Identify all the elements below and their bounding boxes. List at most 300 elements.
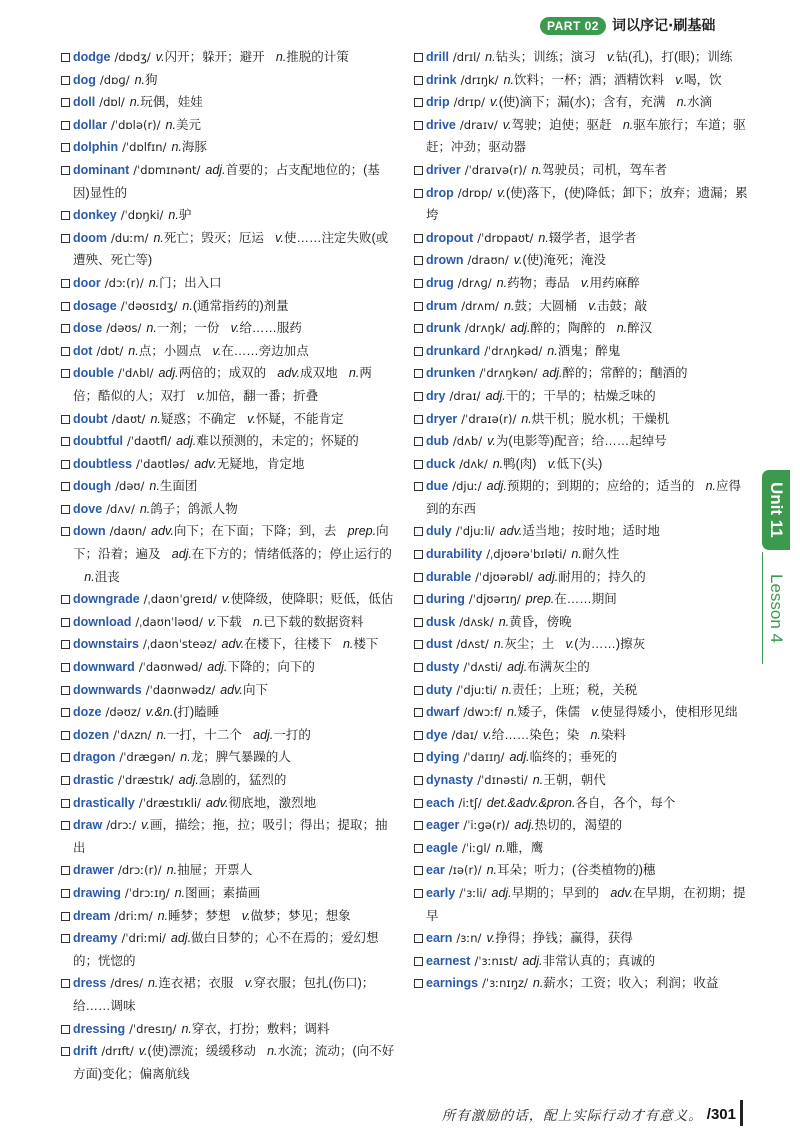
checkbox-icon <box>61 234 70 243</box>
entry-part-of-speech: n. <box>180 750 191 765</box>
entry-word: drunken <box>426 366 476 381</box>
checkbox-icon <box>61 460 70 469</box>
vocab-entry <box>413 792 749 815</box>
vocab-entry <box>413 588 749 611</box>
entry-word: dressing <box>73 1021 126 1036</box>
entry-word: dropout <box>426 230 474 245</box>
checkbox-icon <box>61 708 70 717</box>
vocab-entry <box>413 814 749 837</box>
checkbox-icon <box>61 211 70 220</box>
entry-definition: 王朝，朝代 <box>543 773 606 787</box>
entry-word: downwards <box>73 682 142 697</box>
page-footer <box>442 1102 736 1126</box>
entry-definition: 低下(头) <box>556 456 603 471</box>
entry-word: drastically <box>73 795 135 810</box>
vocab-entry <box>60 69 396 92</box>
entry-definition: 布满灰尘的 <box>527 660 590 675</box>
entry-definition: 在楼下，往楼下 <box>244 637 332 652</box>
vocab-entry <box>60 46 396 69</box>
entry-phonetic: /drɔː/ <box>106 818 137 833</box>
entry-word: dynasty <box>426 773 474 787</box>
entry-definition: 黄昏，傍晚 <box>509 614 572 629</box>
entry-part-of-speech: v. <box>138 1044 148 1059</box>
entry-phonetic: /ˈdʌbl/ <box>117 366 154 381</box>
entry-word: door <box>73 275 101 290</box>
entry-part-of-speech: adj. <box>176 434 197 449</box>
entry-part-of-speech: v. <box>497 185 506 200</box>
vocab-entry <box>60 611 396 634</box>
entry-definition: 鸭(肉) <box>503 456 537 471</box>
entry-phonetic: /daɪ/ <box>451 727 478 742</box>
entry-part-of-speech: v. <box>547 456 557 471</box>
entry-definition: 雕，鹰 <box>505 840 544 855</box>
entry-definition: 门；出入口 <box>159 275 222 290</box>
entry-word: doubt <box>73 411 108 426</box>
entry-definition: (使)落下，(使)降低；卸下；放弃；遗漏；累垮 <box>426 185 748 223</box>
entry-part-of-speech: prep. <box>525 592 555 607</box>
entry-definition: 玩偶，娃娃 <box>140 95 203 110</box>
vocab-entry <box>413 882 749 927</box>
entry-part-of-speech: n. <box>84 569 95 584</box>
checkbox-icon <box>414 550 423 559</box>
entry-definition: 彻底地，激烈地 <box>228 795 317 810</box>
entry-phonetic: /ˈdræɡən/ <box>119 750 176 765</box>
entry-part-of-speech: n. <box>342 637 354 652</box>
checkbox-icon <box>414 437 423 446</box>
vocab-entry <box>60 340 396 363</box>
entry-phonetic: /drɪft/ <box>101 1044 134 1059</box>
checkbox-icon <box>61 53 70 62</box>
entry-word: dust <box>426 637 453 652</box>
entry-word: dye <box>426 727 448 742</box>
entry-phonetic: /ɜːn/ <box>456 931 482 946</box>
entry-part-of-speech: adv. <box>277 366 301 381</box>
entry-definition: 挣得；挣钱；赢得，获得 <box>495 931 633 946</box>
vocab-entry <box>60 792 396 815</box>
checkbox-icon <box>414 889 423 898</box>
entry-definition: 矮子，侏儒 <box>517 705 580 720</box>
entry-phonetic: /dəʊz/ <box>105 705 141 720</box>
entry-part-of-speech: v. <box>565 637 575 652</box>
entry-word: drop <box>426 185 454 200</box>
entry-word: dry <box>426 388 446 403</box>
checkbox-icon <box>61 889 70 898</box>
vocab-entry <box>60 317 396 340</box>
entry-part-of-speech: n. <box>156 727 167 742</box>
checkbox-icon <box>61 799 70 808</box>
vocab-entry <box>413 543 749 566</box>
vocab-entry <box>60 1018 396 1041</box>
entry-word: dominant <box>73 162 130 177</box>
section-title: 词以序记·刷基础 <box>612 18 716 34</box>
entry-definition: 做白日梦的；心不在焉的；爱幻想的；恍惚的 <box>73 931 379 968</box>
entry-phonetic: /ˈdrɔːɪŋ/ <box>124 885 170 900</box>
entry-part-of-speech: det.&adv.&pron. <box>486 795 576 810</box>
vocab-entry <box>60 520 396 588</box>
footer-motto: 所有激励的话，配上实际行动才有意义。 <box>441 1108 703 1124</box>
vocab-entry <box>413 317 749 340</box>
entry-definition: 酒鬼；醉鬼 <box>557 343 621 358</box>
entry-word: earn <box>426 931 453 946</box>
checkbox-icon <box>61 979 70 988</box>
entry-part-of-speech: n. <box>503 72 514 87</box>
entry-phonetic: /ˈiːɡl/ <box>461 840 491 855</box>
entry-definition: 画，描绘；拖，拉；吸引；得出；提取；抽出 <box>73 818 388 855</box>
entry-definition: 楼下 <box>353 637 379 652</box>
entry-phonetic: /draʊn/ <box>467 253 509 268</box>
checkbox-icon <box>414 347 423 356</box>
entry-part-of-speech: adj. <box>538 569 559 584</box>
entry-word: download <box>73 614 132 629</box>
entry-definition: 责任；上班；税，关税 <box>512 682 638 697</box>
entry-phonetic: /drʌŋk/ <box>464 321 506 336</box>
checkbox-icon <box>414 708 423 717</box>
entry-phonetic: /ˈdraɪvə(r)/ <box>464 162 527 177</box>
entry-definition: 一打的 <box>273 727 311 742</box>
checkbox-icon <box>61 731 70 740</box>
entry-part-of-speech: n. <box>501 682 513 697</box>
entry-definition: 做梦；梦见；想象 <box>250 908 351 923</box>
entry-part-of-speech: n. <box>275 50 287 64</box>
checkbox-icon <box>61 76 70 85</box>
entry-definition: 睡梦；梦想 <box>168 908 231 923</box>
vocab-entry <box>413 295 749 318</box>
entry-part-of-speech: n. <box>492 456 504 471</box>
entry-definition: 闪开；躲开；避开 <box>164 50 265 64</box>
entry-part-of-speech: v.&n. <box>145 705 174 720</box>
vocab-entry <box>60 136 396 159</box>
entry-definition: 耳朵；听力；(谷类植物的)穗 <box>497 863 656 878</box>
entry-definition: 两倍；酷似的人；双打 <box>73 366 372 403</box>
entry-phonetic: /ˈdɒmɪnənt/ <box>133 162 201 177</box>
vocab-entry <box>413 430 749 453</box>
vocab-entry <box>60 769 396 792</box>
entry-phonetic: /ˈdjʊərəbl/ <box>475 569 534 584</box>
entry-part-of-speech: adj. <box>542 366 563 381</box>
vocab-entry <box>413 159 749 182</box>
entry-part-of-speech: adv. <box>610 885 634 900</box>
checkbox-icon <box>61 98 70 107</box>
vocab-entry <box>60 1040 396 1085</box>
entry-part-of-speech: adj. <box>485 388 506 403</box>
entry-part-of-speech: adj. <box>486 479 507 494</box>
entry-word: draw <box>73 818 103 833</box>
entry-part-of-speech: adv. <box>220 682 243 697</box>
entry-definition: 耐久性 <box>581 547 620 562</box>
entry-word: early <box>426 885 456 900</box>
entry-definition: (使)滴下；漏(水)；含有，充满 <box>498 95 666 110</box>
checkbox-icon <box>61 279 70 288</box>
entry-phonetic: /ˈdaʊtləs/ <box>136 456 190 471</box>
entry-word: double <box>73 366 114 381</box>
entry-word: dusk <box>426 614 456 629</box>
entry-phonetic: /ˈɜːnɪst/ <box>474 953 518 968</box>
entry-definition: 驴 <box>178 208 192 223</box>
entry-definition: 临终的；垂死的 <box>529 750 618 765</box>
vocab-entry <box>413 679 749 702</box>
entry-part-of-speech: v. <box>487 434 496 449</box>
entry-part-of-speech: n. <box>146 321 157 336</box>
entry-word: dreamy <box>73 931 118 946</box>
entry-phonetic: /dʌv/ <box>106 501 135 516</box>
entry-definition: 水滴 <box>687 95 713 110</box>
entry-phonetic: /ˈdrɒpaʊt/ <box>477 230 534 245</box>
entry-definition: 使显得矮小，使相形见绌 <box>600 705 738 720</box>
vocab-entry <box>413 453 749 476</box>
vocab-entry <box>60 724 396 747</box>
entry-word: donkey <box>73 208 117 223</box>
vocab-entry <box>413 520 749 543</box>
entry-phonetic: /dɒl/ <box>99 95 125 110</box>
entry-part-of-speech: n. <box>181 1021 192 1036</box>
entry-word: dollar <box>73 117 108 132</box>
entry-phonetic: /daʊn/ <box>109 524 147 539</box>
checkbox-icon <box>414 234 423 243</box>
entry-phonetic: /ˈdræstɪkli/ <box>138 795 201 810</box>
entry-word: drug <box>426 275 454 290</box>
vocab-entry <box>413 566 749 589</box>
vocab-entry <box>60 430 396 453</box>
entry-phonetic: /ˈdjʊərɪŋ/ <box>468 592 521 607</box>
entry-word: driver <box>426 162 461 177</box>
vocab-entry <box>413 227 749 250</box>
entry-word: drink <box>426 72 457 87</box>
entry-part-of-speech: n. <box>495 840 506 855</box>
checkbox-icon <box>61 821 70 830</box>
entry-definition: 点；小圆点 <box>138 343 202 358</box>
vocab-entry <box>413 408 749 431</box>
entry-word: downstairs <box>73 637 139 652</box>
entry-definition: 热切的，渴望的 <box>534 818 623 833</box>
entry-definition: 连衣裙；衣服 <box>158 976 234 991</box>
entry-phonetic: /drɔː(r)/ <box>118 863 162 878</box>
entry-part-of-speech: n. <box>174 885 186 900</box>
entry-part-of-speech: v. <box>221 592 231 607</box>
lesson-tab: Lesson 4 <box>762 552 790 664</box>
entry-word: durability <box>426 547 483 562</box>
entry-phonetic: /ˈdɪnəsti/ <box>477 773 528 787</box>
entry-word: duly <box>426 524 452 539</box>
vocab-entry <box>60 814 396 859</box>
vocab-entry <box>413 769 749 792</box>
checkbox-icon <box>61 595 70 604</box>
entry-word: dragon <box>73 750 116 765</box>
entry-word: each <box>426 795 455 810</box>
vocab-entry <box>60 453 396 476</box>
entry-part-of-speech: n. <box>504 298 515 313</box>
entry-word: drip <box>426 95 450 110</box>
entry-word: drum <box>426 298 458 313</box>
checkbox-icon <box>414 663 423 672</box>
entry-part-of-speech: v. <box>486 931 496 946</box>
entry-phonetic: /ˈdaʊnwəd/ <box>138 660 203 675</box>
checkbox-icon <box>61 912 70 921</box>
entry-word: drawer <box>73 863 114 878</box>
entry-phonetic: /ˈɜːnɪŋz/ <box>482 976 528 991</box>
entry-part-of-speech: n. <box>182 298 193 313</box>
entry-definition: 向下；在下面；下降；到，去 <box>173 524 337 539</box>
entry-part-of-speech: adj. <box>507 660 528 675</box>
entry-phonetic: /ˈdaɪɪŋ/ <box>463 750 505 765</box>
entry-definition: 向下 <box>242 682 268 697</box>
checkbox-icon <box>61 527 70 536</box>
vocab-entry <box>413 927 749 950</box>
entry-word: drunk <box>426 321 461 336</box>
entry-definition: 下降的；向下的 <box>227 660 315 675</box>
vocab-entry <box>413 46 749 69</box>
entry-phonetic: /djuː/ <box>452 479 482 494</box>
entry-word: eager <box>426 818 460 833</box>
vocab-entry <box>413 362 749 385</box>
entry-phonetic: /ˈdrʌŋkəd/ <box>484 343 543 358</box>
entry-definition: (通常指药的)剂量 <box>192 298 289 313</box>
entry-phonetic: /drɒp/ <box>457 185 493 200</box>
vocab-entry <box>60 114 396 137</box>
entry-definition: 美元 <box>175 117 201 132</box>
entry-definition: 推脱的计策 <box>286 50 349 64</box>
checkbox-icon <box>61 347 70 356</box>
entry-part-of-speech: adj. <box>491 885 512 900</box>
checkbox-icon <box>414 392 423 401</box>
entry-part-of-speech: v. <box>482 727 492 742</box>
checkbox-icon <box>61 302 70 311</box>
entry-definition: 鼓；大圆桶 <box>514 298 577 313</box>
entry-definition: 首要的；占支配地位的；(基因)显性的 <box>73 162 380 200</box>
entry-part-of-speech: adj. <box>158 366 179 381</box>
entry-part-of-speech: v. <box>275 230 284 245</box>
entry-part-of-speech: n. <box>157 908 169 923</box>
checkbox-icon <box>61 369 70 378</box>
entry-definition: 穿衣服；包扎(伤口)；给……调味 <box>73 976 375 1013</box>
entry-part-of-speech: n. <box>571 547 582 562</box>
entry-word: drunkard <box>426 343 481 358</box>
entry-definition: 水流；流动；(向不好方面)变化；偏离航线 <box>73 1044 395 1081</box>
entry-part-of-speech: n. <box>532 773 544 787</box>
checkbox-icon <box>414 776 423 785</box>
entry-part-of-speech: n. <box>147 976 159 991</box>
vocab-entry <box>60 701 396 724</box>
entry-part-of-speech: n. <box>348 366 360 381</box>
entry-word: doubtless <box>73 456 133 471</box>
entry-definition: 在……旁边加点 <box>221 343 309 358</box>
entry-word: dove <box>73 501 103 516</box>
checkbox-icon <box>414 618 423 627</box>
vocab-entry <box>60 475 396 498</box>
entry-phonetic: /drʌm/ <box>461 298 500 313</box>
checkbox-icon <box>414 979 423 988</box>
entry-definition: 无疑地，肯定地 <box>216 456 305 471</box>
entry-definition: 死亡；毁灭；厄运 <box>163 230 264 245</box>
entry-part-of-speech: n. <box>498 614 510 629</box>
entry-part-of-speech: n. <box>168 208 179 223</box>
vocab-entry <box>60 498 396 521</box>
vocab-entry <box>60 746 396 769</box>
entry-part-of-speech: n. <box>616 321 628 336</box>
entry-word: dot <box>73 343 93 358</box>
checkbox-icon <box>61 686 70 695</box>
entry-definition: 一剂；一份 <box>156 321 220 336</box>
entry-definition: 应得到的东西 <box>426 479 742 516</box>
entry-part-of-speech: v. <box>502 117 512 132</box>
entry-word: drown <box>426 253 464 268</box>
entry-part-of-speech: adv. <box>499 524 523 539</box>
part-badge: PART 02 <box>540 17 606 35</box>
vocab-entry <box>60 588 396 611</box>
entry-part-of-speech: n. <box>153 230 164 245</box>
entry-phonetic: /ˈdʌsti/ <box>463 660 503 675</box>
entry-word: dozen <box>73 727 110 742</box>
entry-definition: 饮料；一杯；酒；酒精饮料 <box>514 72 665 87</box>
entry-definition: 在早期，在初期；提早 <box>426 885 746 923</box>
entry-word: dog <box>73 72 96 87</box>
entry-part-of-speech: v. <box>580 275 590 290</box>
checkbox-icon <box>61 776 70 785</box>
checkbox-icon <box>61 437 70 446</box>
checkbox-icon <box>61 324 70 333</box>
entry-word: durable <box>426 569 472 584</box>
entry-definition: 辍学者，退学者 <box>548 230 637 245</box>
entry-definition: 喝，饮 <box>684 72 722 87</box>
checkbox-icon <box>61 1047 70 1056</box>
entry-phonetic: /dɒɡ/ <box>99 72 130 87</box>
entry-phonetic: /ˈdræstɪk/ <box>118 773 174 787</box>
entry-phonetic: /drɪŋk/ <box>460 72 499 87</box>
entry-part-of-speech: n. <box>129 95 141 110</box>
entry-definition: 薪水；工资；收入；利润；收益 <box>543 976 719 991</box>
checkbox-icon <box>414 482 423 491</box>
vocab-entry <box>413 656 749 679</box>
entry-phonetic: /ˈɜːli/ <box>459 885 487 900</box>
checkbox-icon <box>414 76 423 85</box>
entry-definition: 醉汉 <box>627 321 653 336</box>
entry-part-of-speech: adj. <box>253 727 274 742</box>
entry-definition: 使……注定失败(或遭殃、死亡等) <box>73 230 389 268</box>
entry-definition: 成双地 <box>300 366 338 381</box>
entry-word: dusty <box>426 660 460 675</box>
entry-part-of-speech: v. <box>247 411 256 426</box>
entry-word: dosage <box>73 298 117 313</box>
entry-definition: 干的；干旱的；枯燥乏味的 <box>505 388 656 403</box>
checkbox-icon <box>414 369 423 378</box>
vocab-entry <box>60 159 396 204</box>
entry-part-of-speech: v. <box>230 321 240 336</box>
entry-word: earnest <box>426 953 471 968</box>
entry-definition: 驾驶员；司机，驾车者 <box>542 162 668 177</box>
entry-part-of-speech: n. <box>531 162 543 177</box>
entry-part-of-speech: adv. <box>194 456 217 471</box>
entry-word: dying <box>426 750 460 765</box>
vocab-entry <box>413 385 749 408</box>
entry-part-of-speech: adv. <box>221 637 245 652</box>
entry-phonetic: /ˈdjuːti/ <box>456 682 497 697</box>
checkbox-icon <box>414 799 423 808</box>
entry-phonetic: /drɪp/ <box>453 95 485 110</box>
entry-phonetic: /ˌdjʊərəˈbɪləti/ <box>486 547 567 562</box>
entry-definition: 各自，各个，每个 <box>575 795 676 810</box>
checkbox-icon <box>61 640 70 649</box>
checkbox-icon <box>61 753 70 762</box>
vocab-entry <box>413 340 749 363</box>
vocab-entry <box>60 272 396 295</box>
entry-part-of-speech: n. <box>139 501 151 516</box>
entry-part-of-speech: n. <box>171 140 182 155</box>
entry-phonetic: /ˈdɒlfɪn/ <box>122 140 167 155</box>
checkbox-icon <box>61 1025 70 1034</box>
vocab-entry <box>60 927 396 972</box>
entry-definition: 已下载的数据资料 <box>263 614 364 629</box>
checkbox-icon <box>61 505 70 514</box>
entry-part-of-speech: v. <box>588 298 598 313</box>
